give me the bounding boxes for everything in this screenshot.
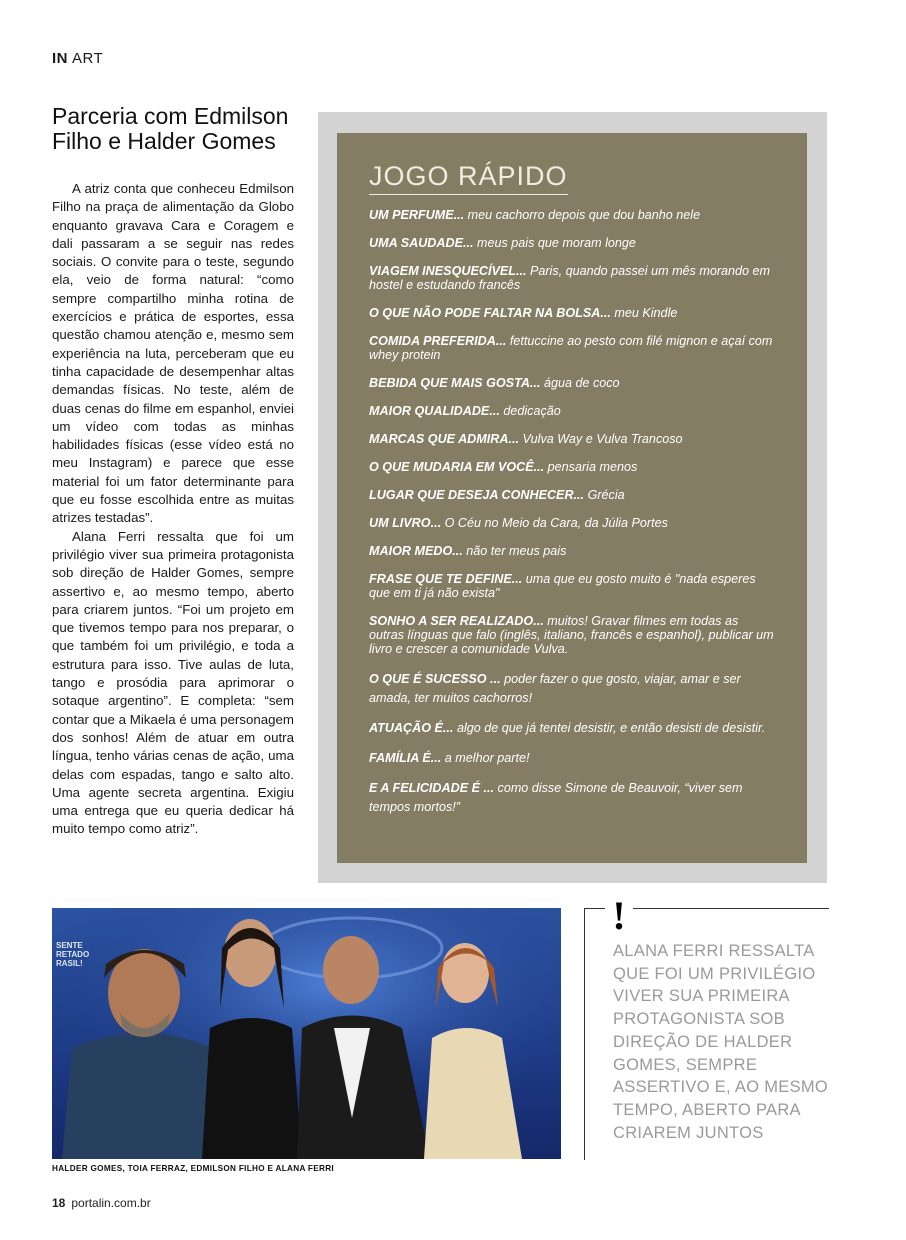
- quick-game-answer: meu cachorro depois que dou banho nele: [467, 208, 701, 222]
- footer-site[interactable]: portalin.com.br: [71, 1196, 151, 1210]
- section-tag-bold: IN: [52, 50, 68, 67]
- pull-quote-text: ALANA FERRI RESSALTA QUE FOI UM PRIVILÉGIO VIVER SUA PRIMEIRA PROTAGONISTA SOB DIREÇÃO DE HALDER GOMES, SEMPRE ASSERTIVO E, AO MESMO TEMPO, ABERTO PARA CRIAREM JUNTOS: [613, 942, 829, 1142]
- quick-game-answer: poder fazer o que gosto, viajar, amar e ser amada, ter muitos cachorros!: [369, 672, 741, 705]
- page-number: 18: [52, 1196, 66, 1210]
- backdrop-text-line-1: SENTE: [56, 941, 83, 950]
- section-tag-name: ART: [72, 50, 104, 67]
- quick-game-question: BEBIDA QUE MAIS GOSTA...: [369, 376, 541, 390]
- quick-game-item: [369, 460, 775, 474]
- quick-game-item: [369, 488, 775, 502]
- quick-game-answer: Grécia: [587, 488, 625, 502]
- exclamation-icon: !: [605, 896, 633, 936]
- section-tag: [52, 50, 103, 67]
- quick-game-question: SONHO A SER REALIZADO...: [369, 614, 544, 628]
- quick-game-answer: muitos! Gravar filmes em todas as outras línguas que falo (inglês, italiano, francês e espanhol), publicar um livro e crescer a comunidade Vulva.: [369, 614, 774, 656]
- quick-game-item: [369, 334, 775, 362]
- quick-game-question: O QUE MUDARIA EM VOCÊ...: [369, 460, 545, 474]
- quick-game-item: [369, 376, 775, 390]
- quick-game-answer: Paris, quando passei um mês morando em hostel e estudando francês: [369, 264, 771, 292]
- quick-game-answer: algo de que já tentei desistir, e então desisti de desistir.: [456, 721, 766, 735]
- quick-game-item: [369, 236, 775, 250]
- quick-game-question: MARCAS QUE ADMIRA...: [369, 432, 519, 446]
- quick-game-item: [369, 719, 775, 738]
- quick-game-answer: meu Kindle: [614, 306, 678, 320]
- article-paragraph: Alana Ferri ressalta que foi um privilégio viver sua primeira protagonista sob direção de Halder Gomes, sempre assertivo e, ao mesmo tempo, aberto para criarem juntos. “Foi um projeto em que tivemos tempo para nos preparar, o que também foi um privilégio, e toda a estrutura para isso. Tive aulas de luta, tango e prosódia para aprimorar o sotaque argentino”. E completa: “sem contar que a Mikaela é uma personagem dos sonhos! Além de atuar em outra língua, tenho várias cenas de ação, uma delas com espadas, tango e salto alto. Uma agente secreta argentina. Exigiu uma entrega que eu queria dedicar há muito tempo como atriz”.: [52, 528, 294, 837]
- quick-game-question: MAIOR QUALIDADE...: [369, 404, 500, 418]
- quick-game-question: ATUAÇÃO É...: [369, 721, 454, 735]
- quick-game-item: [369, 544, 775, 558]
- quick-game-question: COMIDA PREFERIDA...: [369, 334, 507, 348]
- backdrop-text-line-3: RASIL!: [56, 959, 83, 968]
- quick-game-answer: O Céu no Meio da Cara, da Júlia Portes: [444, 516, 668, 530]
- event-photo-illustration: [52, 908, 561, 1159]
- quick-game-item: [369, 264, 775, 292]
- quick-game-question: FRASE QUE TE DEFINE...: [369, 572, 523, 586]
- quick-game-answer: uma que eu gosto muito é "nada esperes que em ti já não exista": [369, 572, 756, 600]
- quick-game-question: FAMÍLIA É...: [369, 751, 442, 765]
- quick-game-item: [369, 749, 775, 768]
- quick-game-title: JOGO RÁPIDO: [369, 161, 568, 195]
- quick-game-item: [369, 670, 775, 708]
- pull-quote: [584, 893, 829, 1160]
- quick-game-question: UMA SAUDADE...: [369, 236, 474, 250]
- article-paragraph: A atriz conta que conheceu Edmilson Filho na praça de alimentação da Globo enquanto gravava Cara e Coragem e dali passaram a se seguir nas redes sociais. O convite para o teste, segundo ela, veio de forma natural: “como sempre compartilho minha rotina de exercícios e prática de esportes, essa questão chamou atenção e, mesmo sem experiência na luta, perceberam que eu tinha capacidade de desempenhar altas demandas físicas. No teste, além de duas cenas do filme em espanhol, enviei um vídeo com todas as minhas habilidades físicas (esse vídeo está no meu Instagram) e parece que esse material foi um fator determinante para que eu fosse escolhida entre as muitas atrizes testadas”.: [52, 181, 294, 526]
- quick-game-question: E A FELICIDADE É ...: [369, 781, 495, 795]
- article-body: [52, 180, 294, 839]
- quick-game-item: [369, 306, 775, 320]
- quick-game-item: [369, 404, 775, 418]
- page-footer: [52, 1196, 151, 1210]
- quick-game-question: VIAGEM INESQUECÍVEL...: [369, 264, 527, 278]
- article-title: Parceria com Edmilson Filho e Halder Gomes: [52, 103, 289, 154]
- quick-game-answer: dedicação: [503, 404, 561, 418]
- quick-game-question: MAIOR MEDO...: [369, 544, 463, 558]
- quick-game-question: LUGAR QUE DESEJA CONHECER...: [369, 488, 585, 502]
- quick-game-answer: não ter meus pais: [466, 544, 567, 558]
- quick-game-item: [369, 614, 775, 656]
- quick-game-question: UM PERFUME...: [369, 208, 465, 222]
- quick-game-item: [369, 779, 775, 817]
- event-photo: [52, 908, 561, 1159]
- quick-game-box: [337, 133, 807, 863]
- quick-game-answer: água de coco: [543, 376, 620, 390]
- quick-game-question: UM LIVRO...: [369, 516, 442, 530]
- quick-game-answer: Vulva Way e Vulva Trancoso: [522, 432, 683, 446]
- quick-game-answer: fettuccine ao pesto com filé mignon e açaí com whey protein: [369, 334, 773, 362]
- quick-game-answer: meus pais que moram longe: [476, 236, 636, 250]
- quick-game-question: O QUE NÃO PODE FALTAR NA BOLSA...: [369, 306, 611, 320]
- quick-game-answer: a melhor parte!: [444, 751, 530, 765]
- backdrop-text-line-2: RETADO: [56, 950, 90, 959]
- quick-game-item: [369, 432, 775, 446]
- quick-game-item: [369, 208, 775, 222]
- quick-game-list: [369, 208, 775, 817]
- quick-game-item: [369, 572, 775, 600]
- quick-game-answer: pensaria menos: [547, 460, 638, 474]
- quick-game-answer: como disse Simone de Beauvoir, “viver sem tempos mortos!”: [369, 781, 743, 814]
- quick-game-question: O QUE É SUCESSO ...: [369, 672, 501, 686]
- quick-game-item: [369, 516, 775, 530]
- photo-caption: HALDER GOMES, TOIA FERRAZ, EDMILSON FILHO E ALANA FERRI: [52, 1164, 334, 1173]
